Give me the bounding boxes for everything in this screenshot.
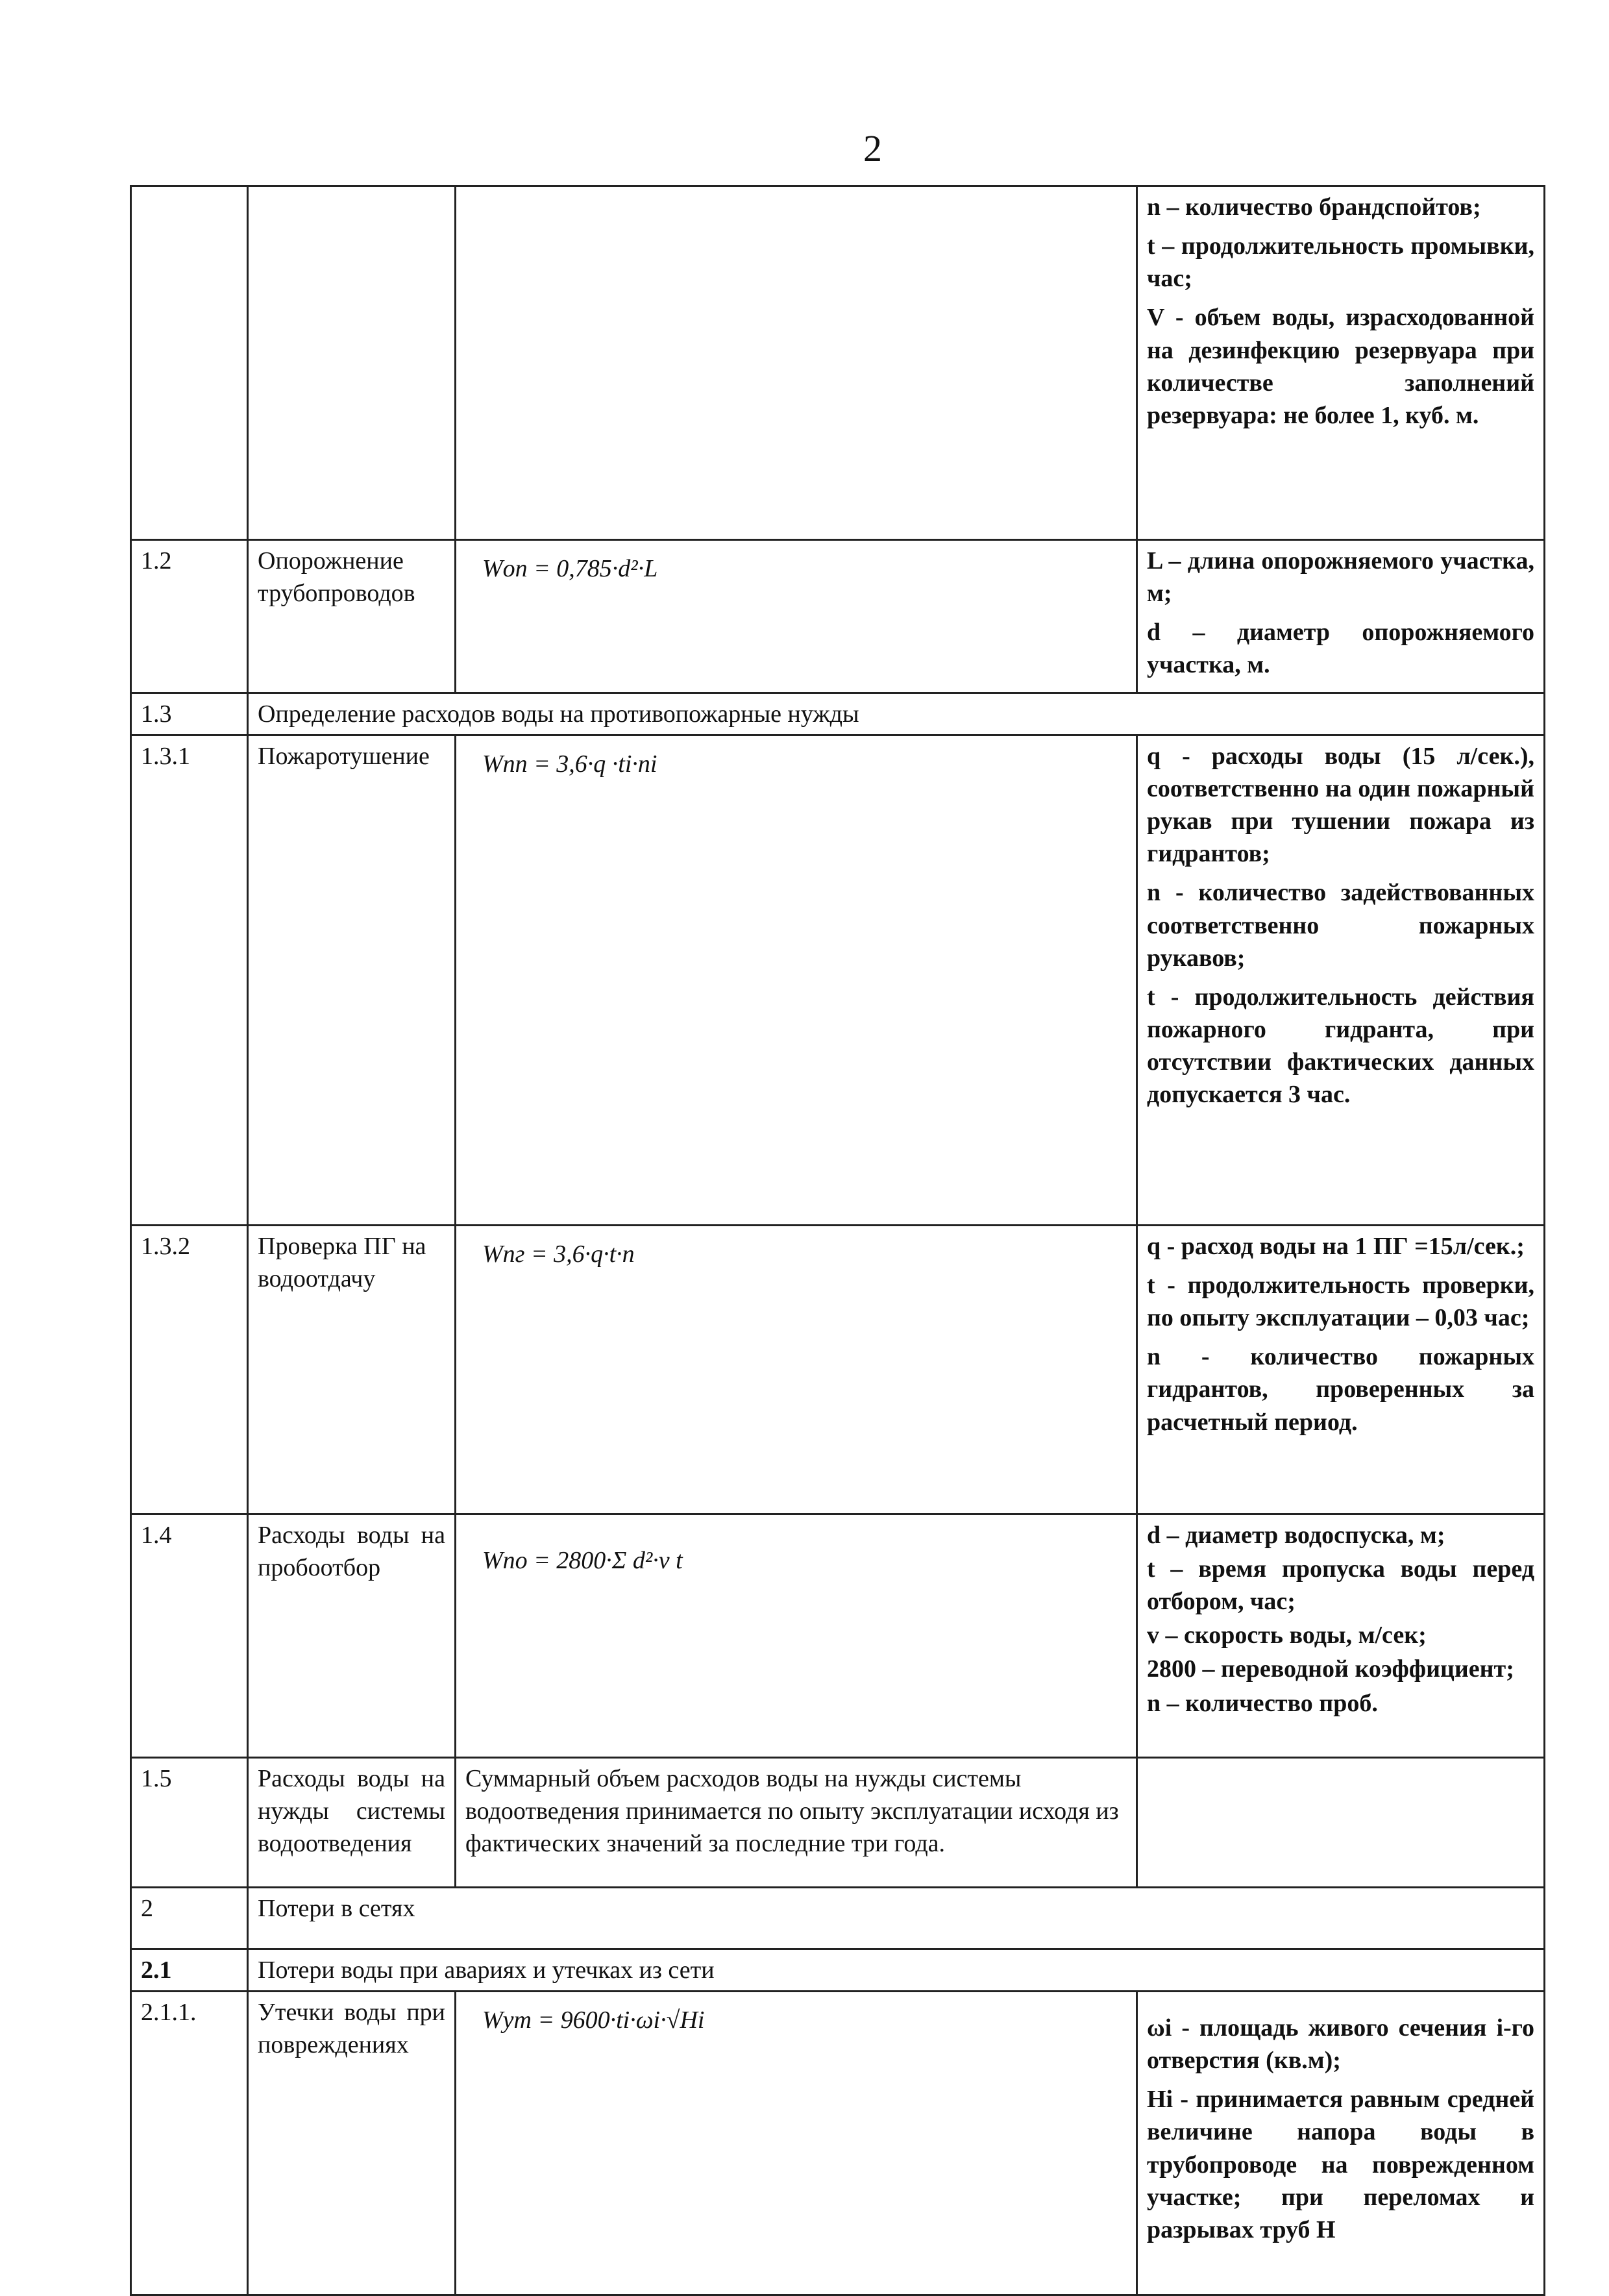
row-name: Расходы воды на нужды системы водоотведения — [248, 1757, 456, 1887]
formula-cell — [456, 186, 1137, 540]
desc-line: ωi - площадь живого сечения i-го отверстия (кв.м); — [1147, 2014, 1534, 2075]
table-row — [131, 1991, 1545, 2295]
formula: Wут = 9600·ti·ωi·√Hi — [456, 1991, 1137, 2295]
desc-line: n - количество задействованных соответственно пожарных рукавов; — [1147, 879, 1534, 972]
formula: Wпг = 3,6·q·t·n — [456, 1225, 1137, 1514]
table-row — [131, 1757, 1545, 1887]
row-number: 1.5 — [131, 1757, 248, 1887]
section-title: Потери в сетях — [248, 1887, 1545, 1949]
desc-line: Hi - принимается равным средней величине напора воды в трубопроводе на поврежденном участке; при переломах и разрывах труб Н — [1147, 2086, 1534, 2243]
formula: Wпп = 3,6·q ·ti·ni — [456, 735, 1137, 1225]
formula: Wоп = 0,785·d²·L — [456, 540, 1137, 693]
description-cell — [1137, 1514, 1545, 1757]
table-row — [131, 186, 1545, 540]
description-cell — [1137, 1225, 1545, 1514]
row-number: 2.1.1. — [131, 1991, 248, 2295]
row-name: Пожаротушение — [248, 735, 456, 1225]
description-cell — [1137, 540, 1545, 693]
desc-line: d – диаметр опорожняемого участка, м. — [1147, 619, 1534, 679]
row-name: Опорожнение трубопроводов — [248, 540, 456, 693]
row-number: 1.4 — [131, 1514, 248, 1757]
row-number: 1.2 — [131, 540, 248, 693]
desc-line: t - продолжительность проверки, по опыту эксплуатации – 0,03 час; — [1147, 1271, 1534, 1332]
desc-line: v – скорость воды, м/сек; — [1147, 1622, 1427, 1649]
row-number-cell — [131, 186, 248, 540]
row-number: 1.3.1 — [131, 735, 248, 1225]
section-title: Потери воды при авариях и утечках из сети — [248, 1949, 1545, 1991]
desc-line: n – количество брандспойтов; — [1147, 193, 1481, 221]
table-row — [131, 735, 1545, 1225]
page-number: 2 — [863, 127, 882, 169]
description-cell — [1137, 1991, 1545, 2295]
table-row — [131, 1514, 1545, 1757]
row-name: Утечки воды при повреждениях — [248, 1991, 456, 2295]
desc-line: q - расход воды на 1 ПГ =15л/сек.; — [1147, 1232, 1525, 1260]
formula: Wпо = 2800·Σ d²·v t — [456, 1514, 1137, 1757]
desc-line: L – длина опорожняемого участка, м; — [1147, 547, 1534, 608]
row-name-cell — [248, 186, 456, 540]
row-number: 2.1 — [131, 1949, 248, 1991]
desc-line: 2800 – переводной коэффициент; — [1147, 1655, 1514, 1683]
desc-line: d – диаметр водоспуска, м; — [1147, 1521, 1445, 1549]
desc-line: t – продолжительность промывки, час; — [1147, 232, 1534, 293]
section-row — [131, 693, 1545, 735]
row-number: 1.3.2 — [131, 1225, 248, 1514]
row-number: 1.3 — [131, 693, 248, 735]
desc-line: t - продолжительность действия пожарного гидранта, при отсутствии фактических данных допускается 3 час. — [1147, 983, 1534, 1109]
description-cell — [1137, 186, 1545, 540]
row-number: 2 — [131, 1887, 248, 1949]
table-row — [131, 1225, 1545, 1514]
section-title: Определение расходов воды на противопожарные нужды — [248, 693, 1545, 735]
row-name: Проверка ПГ на водоотдачу — [248, 1225, 456, 1514]
desc-line: t – время пропуска воды перед отбором, час; — [1147, 1555, 1534, 1616]
section-row — [131, 1887, 1545, 1949]
desc-line: n - количество пожарных гидрантов, проверенных за расчетный период. — [1147, 1343, 1534, 1436]
desc-line: V - объем воды, израсходованной на дезинфекцию резервуара при количестве заполнений резервуара: не более 1, куб. м. — [1147, 304, 1534, 429]
desc-line: n – количество проб. — [1147, 1689, 1378, 1717]
row-text: Суммарный объем расходов воды на нужды системы водоотведения принимается по опыту эксплуатации исходя из фактических значений за последние три года. — [456, 1757, 1137, 1887]
section-row — [131, 1949, 1545, 1991]
description-cell — [1137, 735, 1545, 1225]
desc-line: q - расходы воды (15 л/сек.), соответственно на один пожарный рукав при тушении пожара из гидрантов; — [1147, 742, 1534, 868]
table-row — [131, 540, 1545, 693]
description-cell — [1137, 1757, 1545, 1887]
row-name: Расходы воды на пробоотбор — [248, 1514, 456, 1757]
calculation-table — [130, 185, 1545, 2296]
